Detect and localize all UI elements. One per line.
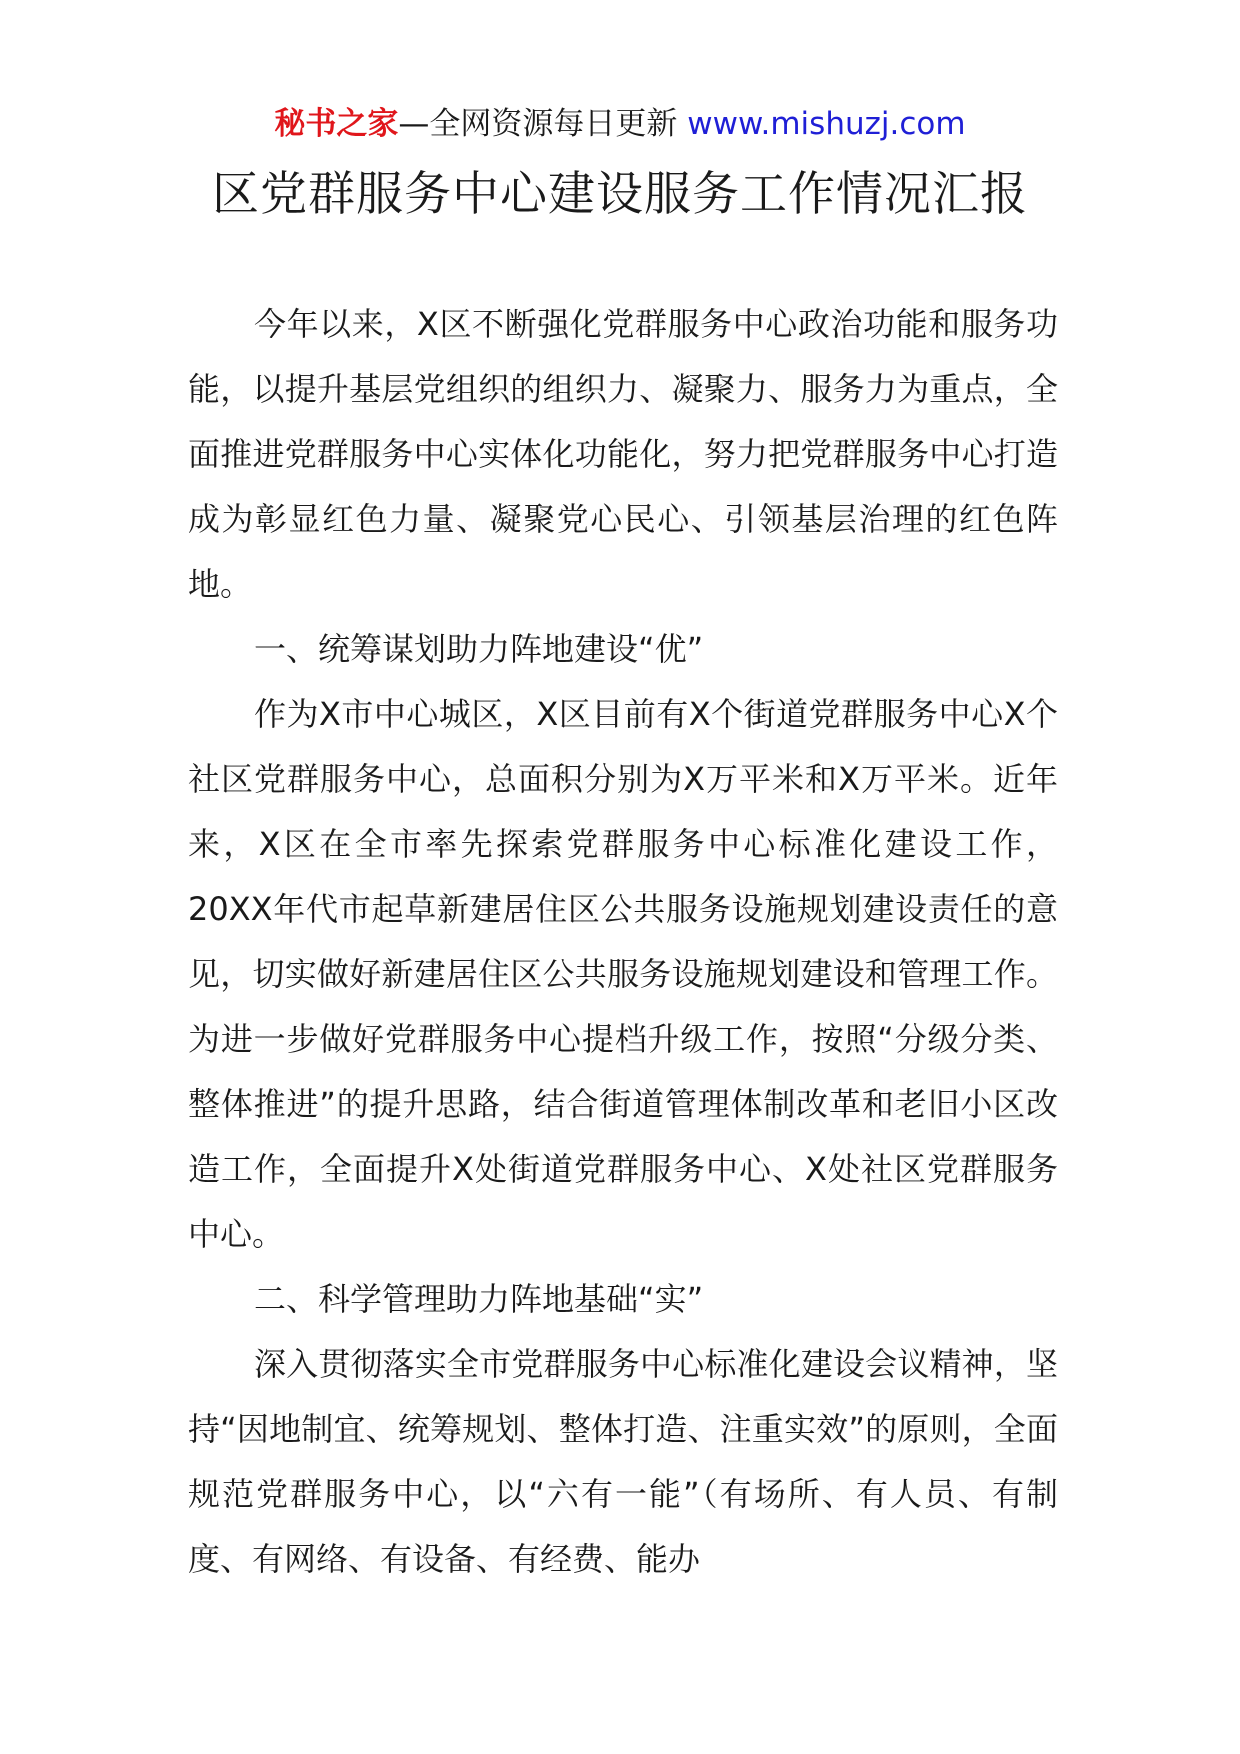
site-brand: 秘书之家 [274,106,399,142]
section-heading-1: 一、统筹谋划助力阵地建设“优” [254,630,704,668]
site-header [0,104,1240,144]
paragraph-intro: 今年以来，X区不断强化党群服务中心政治功能和服务功能，以提升基层党组织的组织力、凝聚力、服务力为重点，全面推进党群服务中心实体化功能化，努力把党群服务中心打造成为彰显红色力量、凝聚党心民心、引领基层治理的红色阵地。 [188,305,1058,603]
site-url-link[interactable]: www.mishuzj.com [687,106,966,142]
site-slogan: —全网资源每日更新 [398,106,688,142]
document-title: 区党群服务中心建设服务工作情况汇报 [212,167,1028,222]
paragraph-section-2: 深入贯彻落实全市党群服务中心标准化建设会议精神，坚持“因地制宜、统筹规划、整体打造、注重实效”的原则，全面规范党群服务中心，以“六有一能”（有场所、有人员、有制度、有网络、有设备、有经费、能办 [188,1345,1058,1578]
document-body [188,292,1058,1592]
paragraph-section-1: 作为X市中心城区，X区目前有X个街道党群服务中心X个社区党群服务中心，总面积分别为X万平米和X万平米。近年来，X区在全市率先探索党群服务中心标准化建设工作，20XX年代市起草新建居住区公共服务设施规划建设责任的意见，切实做好新建居住区公共服务设施规划建设和管理工作。为进一步做好党群服务中心提档升级工作，按照“分级分类、整体推进”的提升思路，结合街道管理体制改革和老旧小区改造工作，全面提升X处街道党群服务中心、X处社区党群服务中心。 [188,695,1058,1253]
section-heading-2: 二、科学管理助力阵地基础“实” [254,1280,704,1318]
